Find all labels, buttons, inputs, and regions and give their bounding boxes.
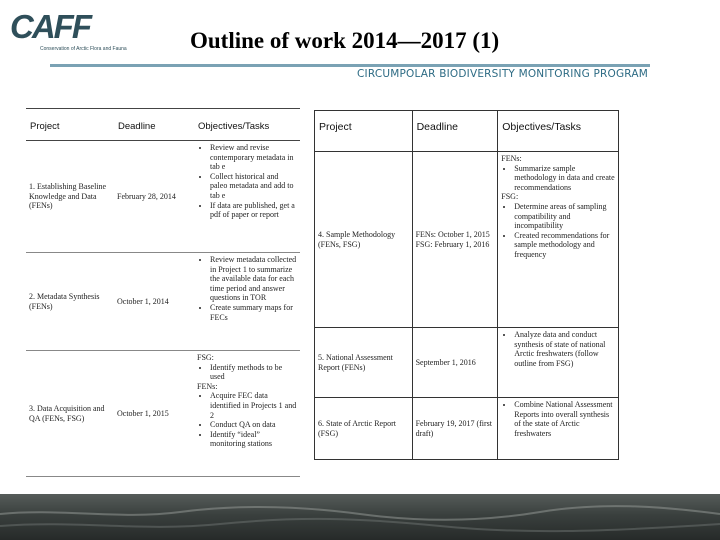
column-header-project: Project xyxy=(26,109,114,141)
column-header-objectives: Objectives/Tasks xyxy=(194,109,300,141)
objectives-cell xyxy=(498,398,619,460)
task-list xyxy=(197,363,297,382)
project-cell: 4. Sample Methodology (FENs, FSG) xyxy=(315,152,413,328)
logo-mark: CAFF xyxy=(10,8,90,45)
task-item: • Acquire FEC data identified in Projects 1 and 2 xyxy=(210,391,297,420)
water-texture xyxy=(0,500,720,540)
group-label: FSG: xyxy=(197,353,214,362)
task-item: • If data are published, get a pdf of paper or report xyxy=(210,201,297,220)
task-item: • Analyze data and conduct synthesis of state of national Arctic freshwaters (follow outline from FSG) xyxy=(514,330,615,368)
table-row xyxy=(26,253,300,351)
column-header-deadline: Deadline xyxy=(114,109,194,141)
task-item: • Review metadata collected in Project 1 to summarize the available data for each time period and answer questions in TOR xyxy=(210,255,297,303)
program-name: CIRCUMPOLAR BIODIVERSITY MONITORING PROGRAM xyxy=(357,68,648,80)
task-item: • Summarize sample methodology in data and create recommendations xyxy=(514,164,615,193)
deadline-cell: FENs: October 1, 2015 FSG: February 1, 2016 xyxy=(412,152,498,328)
objectives-cell xyxy=(194,141,300,253)
project-cell: 6. State of Arctic Report (FSG) xyxy=(315,398,413,460)
task-list xyxy=(197,255,297,322)
work-table-left xyxy=(26,108,300,477)
task-item: • Combine National Assessment Reports into overall synthesis of the state of Arctic freshwaters xyxy=(514,400,615,438)
table-row xyxy=(26,351,300,477)
task-item: • Collect historical and paleo metadata and add to tab e xyxy=(210,172,297,201)
group-label: FENs: xyxy=(501,154,522,163)
table-row xyxy=(315,328,619,398)
table-header-row xyxy=(26,109,300,141)
slide-title: Outline of work 2014—2017 (1) xyxy=(190,28,500,53)
objectives-cell xyxy=(498,152,619,328)
task-item: • Review and revise contemporary metadata in tab e xyxy=(210,143,297,172)
deadline-cell: February 28, 2014 xyxy=(114,141,194,253)
work-table-right xyxy=(314,110,619,460)
table-body xyxy=(315,152,619,460)
deadline-cell: September 1, 2016 xyxy=(412,328,498,398)
column-header-objectives: Objectives/Tasks xyxy=(498,111,619,152)
task-list xyxy=(197,391,297,449)
task-item: • Determine areas of sampling compatibility and incompatibility xyxy=(514,202,615,231)
project-cell: 2. Metadata Synthesis (FENs) xyxy=(26,253,114,351)
task-item: • Create summary maps for FECs xyxy=(210,303,297,322)
project-cell: 5. National Assessment Report (FENs) xyxy=(315,328,413,398)
objectives-cell xyxy=(498,328,619,398)
table-row xyxy=(315,152,619,328)
logo-subtitle: Conservation of Arctic Flora and Fauna xyxy=(40,46,127,52)
table-header-row xyxy=(315,111,619,152)
table-row xyxy=(26,141,300,253)
group-label: FENs: xyxy=(197,381,218,391)
header-divider xyxy=(50,64,650,67)
objectives-cell xyxy=(194,253,300,351)
table-body xyxy=(26,141,300,477)
task-list xyxy=(501,330,615,368)
deadline-cell: October 1, 2015 xyxy=(114,351,194,477)
project-cell: 3. Data Acquisition and QA (FENs, FSG) xyxy=(26,351,114,477)
deadline-cell: February 19, 2017 (first draft) xyxy=(412,398,498,460)
task-item: • Created recommendations for sample methodology and frequency xyxy=(514,231,615,260)
group-label: FSG: xyxy=(501,192,519,202)
project-cell: 1. Establishing Baseline Knowledge and Data (FENs) xyxy=(26,141,114,253)
task-item: • Conduct QA on data xyxy=(210,420,297,430)
task-list xyxy=(197,143,297,220)
task-item: • Identify methods to be used xyxy=(210,363,297,382)
deadline-cell: October 1, 2014 xyxy=(114,253,194,351)
task-item: • Identify “ideal” monitoring stations xyxy=(210,430,297,449)
task-list xyxy=(501,400,615,438)
column-header-deadline: Deadline xyxy=(412,111,498,152)
table-row xyxy=(315,398,619,460)
task-list xyxy=(501,202,615,260)
column-header-project: Project xyxy=(315,111,413,152)
task-list xyxy=(501,164,615,193)
caff-logo xyxy=(10,8,160,54)
objectives-cell xyxy=(194,351,300,477)
